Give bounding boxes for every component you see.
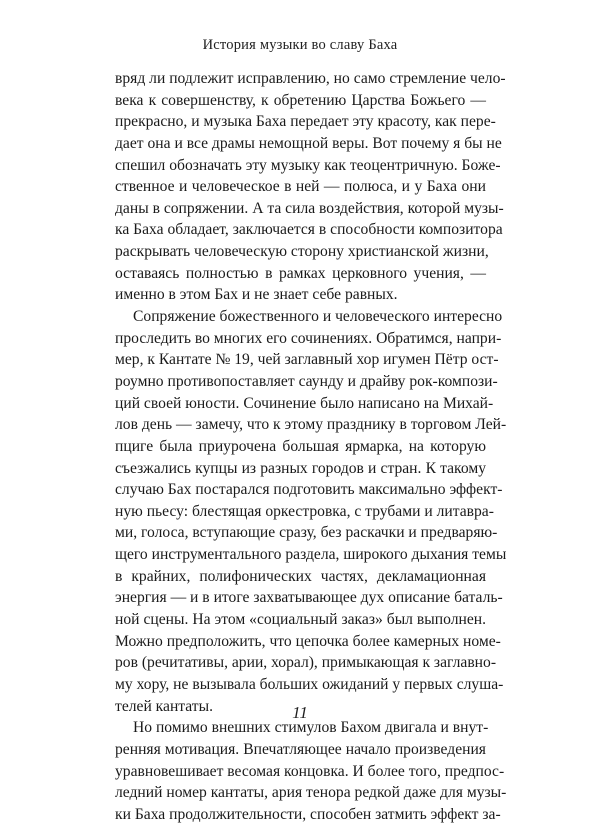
text-line: века к совершенству, к обретению Царства Божьего — [115, 91, 486, 109]
text-line: роумно противопоставляет саунду и драйву рок-компози- [115, 372, 498, 390]
text-line: прекрасно, и музыка Баха передает эту красоту, как пере- [115, 113, 496, 131]
text-line: ки Баха продолжительности, способен затмить эффект за- [115, 805, 501, 823]
text-line: энергия — и в итоге захватывающее дух описание баталь- [115, 589, 503, 607]
text-line: даны в сопряжении. А та сила воздействия, которой музы- [115, 199, 504, 217]
text-line: Можно предположить, что цепочка более камерных номе- [115, 632, 501, 650]
text-line: му хору, не вызывала больших ожиданий у первых слуша- [115, 675, 504, 693]
text-line: уравновешивает весомая концовка. И более того, предпос- [115, 762, 505, 780]
text-line: Но помимо внешних стимулов Бахом двигала и внут- [133, 719, 489, 737]
text-line: Сопряжение божественного и человеческого интересно [133, 308, 503, 326]
text-line: в крайних, полифонических частях, декламационная [115, 567, 486, 585]
text-line: именно в этом Бах и не знает себе равных. [115, 286, 398, 304]
text-line: ций своей юности. Сочинение было написано на Михай- [115, 394, 494, 412]
text-line: вряд ли подлежит исправлению, но само стремление чело- [115, 70, 506, 87]
text-line: телей кантаты. [115, 697, 214, 715]
text-line: пциге была приурочена большая ярмарка, на которую [115, 437, 486, 455]
text-line: ной сцены. На этом «социальный заказ» был выполнен. [115, 611, 486, 629]
text-line: дает она и все драмы немощной веры. Вот почему я бы не [115, 134, 502, 152]
text-line: съезжались купцы из разных городов и стран. К такому [115, 459, 486, 477]
page-number: 11 [292, 703, 308, 722]
text-line: проследить во многих его сочинениях. Обратимся, напри- [115, 329, 502, 347]
text-line: лов день — замечу, что к этому празднику в торговом Лей- [115, 416, 507, 434]
text-line: ную пьесу: блестящая оркестровка, с трубами и литавра- [115, 502, 494, 520]
text-line: спешил обозначать эту музыку как теоцентричную. Боже- [115, 156, 501, 174]
text-line: ров (речитативы, арии, хорал), примыкающая к заглавно- [115, 654, 497, 672]
running-head: История музыки во славу Баха [202, 37, 398, 53]
text-line: ми, голоса, вступающие сразу, без раскачки и предваряю- [115, 524, 498, 542]
text-line: ка Баха обладает, заключается в способности композитора [115, 221, 503, 239]
text-line: щего инструментального раздела, широкого дыхания темы [115, 546, 507, 564]
text-line: ренняя мотивация. Впечатляющее начало произведения [115, 740, 486, 758]
text-line: ледний номер кантаты, ария тенора редкой даже для музы- [115, 784, 507, 802]
text-line: мер, к Кантате № 19, чей заглавный хор игумен Пётр ост- [115, 351, 499, 369]
text-line: ственное и человеческое в ней — полюса, и у Баха они [115, 178, 486, 196]
text-line: оставаясь полностью в рамках церковного учения, — [115, 264, 486, 282]
text-line: раскрывать человеческую сторону христианской жизни, [115, 243, 489, 261]
text-line: случаю Бах постарался подготовить максимально эффект- [115, 481, 503, 499]
